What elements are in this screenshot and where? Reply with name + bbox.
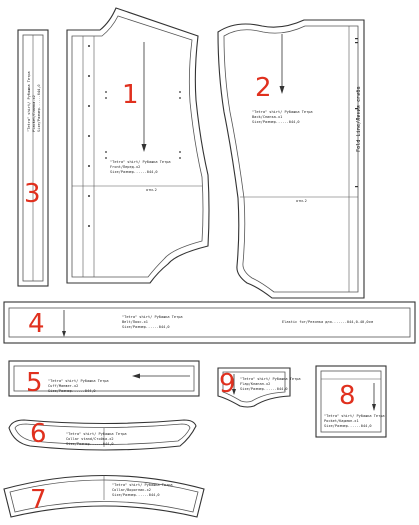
piece-4-elastic-note: Elastic for/Резинка для.......044,0-40,0cм — [282, 320, 373, 324]
piece-1-label-line-1: "Tetra" shirt/ Рубашка Тетра — [110, 160, 171, 164]
piece-9-label-line-3: Size/Размер......044,0 — [240, 387, 288, 391]
piece-4-label-line-2: Belt/Пояс-х1 — [122, 320, 148, 324]
piece-3-number: 3 — [24, 179, 41, 209]
piece-2-label-line-3: Size/Размер......044,0 — [252, 120, 300, 124]
piece-9-flap — [218, 368, 301, 407]
piece-5-label-line-3: Size/Размер......044,0 — [48, 389, 96, 393]
piece-7-label-line-1: "Tetra" shirt/ Рубашка Тетра — [112, 483, 173, 487]
piece-3-label-line-2: Placket/Планка-х2 — [32, 95, 36, 132]
piece-9-label-line-1: "Tetra" shirt/ Рубашка Тетра — [240, 377, 301, 381]
piece-8-label-line-2: Pocket/Карман-х1 — [324, 419, 359, 423]
piece-6-number: 6 — [30, 419, 47, 449]
piece-6-label-line-1: "Tetra" shirt/ Рубашка Тетра — [66, 432, 127, 436]
piece-2-number: 2 — [255, 73, 272, 103]
piece-7-collar — [4, 475, 204, 517]
piece-1-label-line-2: Front/Перед-х2 — [110, 165, 141, 169]
piece-1-hem-note: отм.2 — [146, 188, 157, 192]
piece-6-label-line-2: Collar stand/Стойка-х2 — [66, 437, 114, 441]
piece-4-belt — [4, 302, 415, 343]
piece-9-number: 9 — [219, 369, 236, 399]
piece-2-label-line-1: "Tetra" shirt/ Рубашка Тетра — [252, 110, 313, 114]
piece-5-cuff — [9, 361, 199, 398]
piece-1-number: 1 — [122, 80, 139, 110]
piece-9-label-line-2: Flap/Клапан-х2 — [240, 382, 271, 386]
piece-4-number: 4 — [28, 309, 45, 339]
piece-5-label-line-2: Cuff/Манжет-х2 — [48, 384, 79, 388]
piece-6-collar-stand — [9, 419, 196, 450]
piece-8-label-line-1: "Tetra" shirt/ Рубашка Тетра — [324, 414, 385, 418]
piece-5-number: 5 — [26, 368, 43, 398]
piece-1-outline — [67, 8, 209, 283]
piece-2-hem-note: отм.2 — [296, 199, 307, 203]
piece-7-label-line-2: Collar/Воротник-х2 — [112, 488, 151, 492]
piece-8-label-line-3: Size/Размер......044,0 — [324, 424, 372, 428]
piece-6-label-line-3: Size/Размер......044,0 — [66, 442, 114, 446]
piece-8-pocket — [316, 366, 386, 437]
piece-1-front — [67, 8, 209, 283]
piece-1-label-line-3: Size/Размер......044,0 — [110, 170, 158, 174]
piece-3-placket — [18, 30, 48, 286]
piece-3-label-line-1: "Tetra" shirt/ Рубашка Тетра — [27, 71, 31, 132]
piece-4-label-line-1: "Tetra" shirt/ Рубашка Тетра — [122, 315, 183, 319]
piece-5-label-line-1: "Tetra" shirt/ Рубашка Тетра — [48, 379, 109, 383]
piece-2-outline — [218, 20, 364, 298]
piece-3-label-line-3: Size/Размер......044,0 — [37, 84, 41, 132]
piece-7-number: 7 — [30, 485, 47, 515]
piece-2-back — [218, 20, 364, 298]
piece-7-label-line-3: Size/Размер......044,0 — [112, 493, 160, 497]
piece-2-label-line-2: Back/Спинка-х1 — [252, 115, 283, 119]
piece-4-label-line-3: Size/Размер......044,0 — [122, 325, 170, 329]
piece-2-fold-line-label: Fold Line/Линия сгиба — [356, 86, 362, 152]
piece-8-number: 8 — [339, 381, 356, 411]
